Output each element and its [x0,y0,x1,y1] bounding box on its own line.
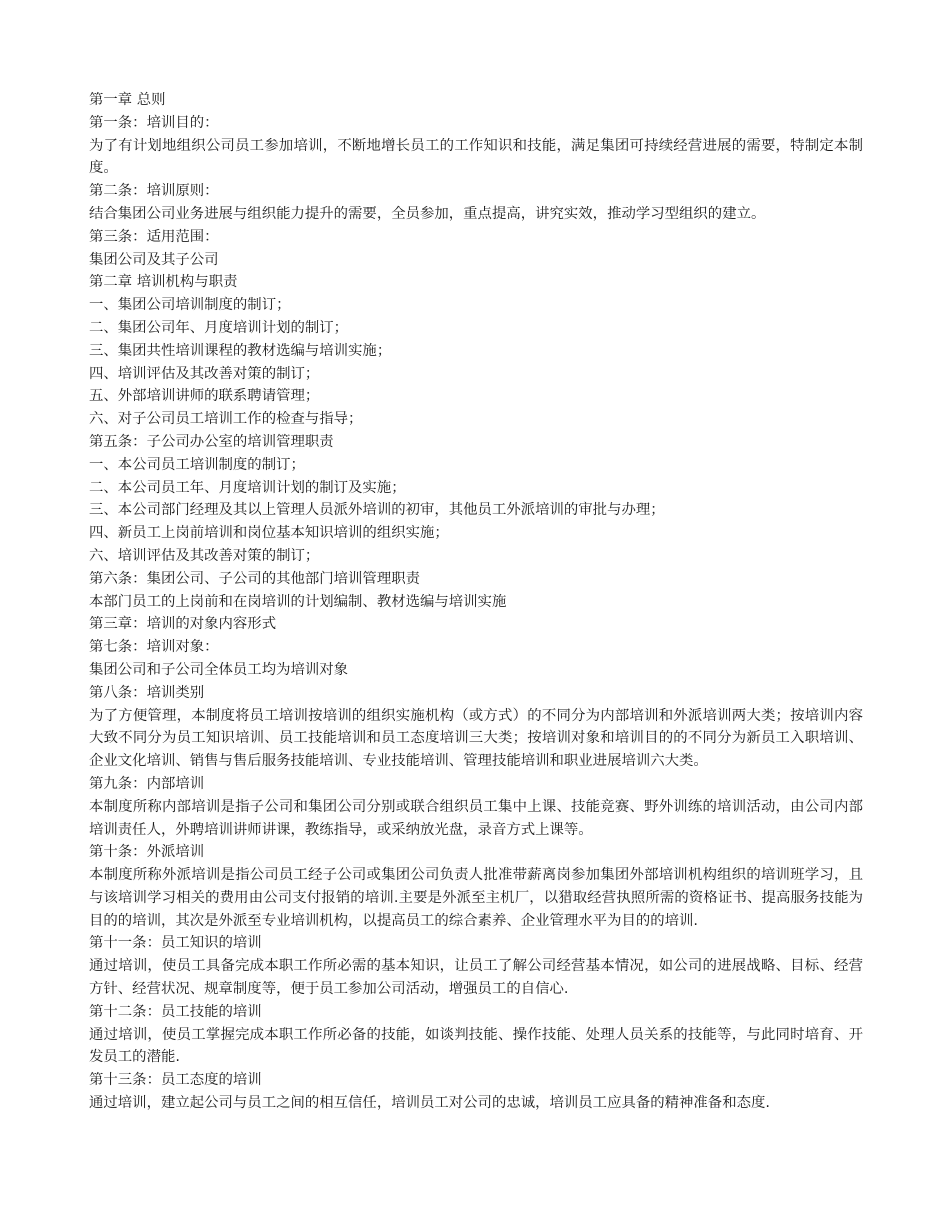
article-12-heading: 第十二条：员工技能的培训 [89,1003,262,1020]
article-7-heading: 第七条：培训对象： [89,639,219,656]
article-6-text: 本部门员工的上岗前和在岗培训的计划编制、教材选编与培训实施 [89,593,507,610]
article-9-text: 本制度所称内部培训是指子公司和集团公司分别或联合组织员工集中上课、技能竞赛、野外训练的培训活动，由公司内部培训责任人，外聘培训讲师讲课，教练指导，或采纳放光盘，录音方式上课等。 [89,798,863,838]
document-body [89,89,863,1115]
subsidiary-duty-item: 六、培训评估及其改善对策的制订； [89,547,320,564]
article-1-heading: 第一条：培训目的： [89,114,219,131]
article-10-text: 本制度所称外派培训是指公司员工经子公司或集团公司负责人批准带薪离岗参加集团外部培训机构组织的培训班学习，且与该培训学习相关的费用由公司支付报销的培训.主要是外派至主机厂，以猎取经营执照所需的资格证书、提高服务技能为目的的培训，其次是外派至专业培训机构，以提高员工的综合素养、企业管理水平为目的的培训. [89,867,863,929]
article-2-heading: 第二条：培训原则： [89,183,219,200]
article-13-heading: 第十三条：员工态度的培训 [89,1072,262,1089]
chapter-3-heading: 第三章：培训的对象内容形式 [89,616,277,633]
article-1-text: 为了有计划地组织公司员工参加培训，不断地增长员工的工作知识和技能，满足集团可持续经营进展的需要，特制定本制度。 [89,137,863,177]
article-9-heading: 第九条：内部培训 [89,775,205,792]
subsidiary-duty-item: 二、本公司员工年、月度培训计划的制订及实施； [89,479,406,496]
subsidiary-duty-item: 一、本公司员工培训制度的制订； [89,456,305,473]
group-duty-item: 三、集团共性培训课程的教材选编与培训实施； [89,342,392,359]
subsidiary-duty-item: 四、新员工上岗前培训和岗位基本知识培训的组织实施； [89,525,449,542]
article-3-heading: 第三条：适用范围： [89,228,219,245]
subsidiary-duty-item: 三、本公司部门经理及其以上管理人员派外培训的初审，其他员工外派培训的审批与办理； [89,502,665,519]
group-duty-item: 一、集团公司培训制度的制订； [89,297,291,314]
group-duty-item: 四、培训评估及其改善对策的制订； [89,365,320,382]
article-12-text: 通过培训，使员工掌握完成本职工作所必备的技能，如谈判技能、操作技能、处理人员关系的技能等，与此同时培育、开发员工的潜能. [89,1026,863,1066]
article-2-text: 结合集团公司业务进展与组织能力提升的需要，全员参加，重点提高，讲究实效，推动学习型组织的建立。 [89,205,766,222]
article-11-text: 通过培训，使员工具备完成本职工作所必需的基本知识，让员工了解公司经营基本情况，如公司的进展战略、目标、经营方针、经营状况、规章制度等，便于员工参加公司活动，增强员工的自信心. [89,958,863,998]
article-8-text: 为了方便管理，本制度将员工培训按培训的组织实施机构（或方式）的不同分为内部培训和外派培训两大类；按培训内容大致不同分为员工知识培训、员工技能培训和员工态度培训三大类；按培训对象和培训目的的不同分为新员工入职培训、企业文化培训、销售与售后服务技能培训、专业技能培训、管理技能培训和职业进展培训六大类。 [89,707,863,770]
article-10-heading: 第十条：外派培训 [89,844,205,861]
group-duty-item: 二、集团公司年、月度培训计划的制订； [89,319,349,336]
article-6-heading: 第六条：集团公司、子公司的其他部门培训管理职责 [89,570,420,587]
chapter-1-heading: 第一章 总则 [89,92,166,108]
article-11-heading: 第十一条：员工知识的培训 [89,935,262,952]
article-7-text: 集团公司和子公司全体员工均为培训对象 [89,661,349,678]
group-duty-item: 五、外部培训讲师的联系聘请管理； [89,388,320,405]
chapter-2-heading: 第二章 培训机构与职责 [89,274,238,291]
article-3-text: 集团公司及其子公司 [89,251,219,268]
article-5-heading: 第五条：子公司办公室的培训管理职责 [89,433,334,450]
article-8-heading: 第八条：培训类别 [89,684,205,701]
article-13-text: 通过培训，建立起公司与员工之间的相互信任，培训员工对公司的忠诚，培训员工应具备的精神准备和态度. [89,1095,770,1112]
group-duty-item: 六、对子公司员工培训工作的检查与指导； [89,411,363,428]
